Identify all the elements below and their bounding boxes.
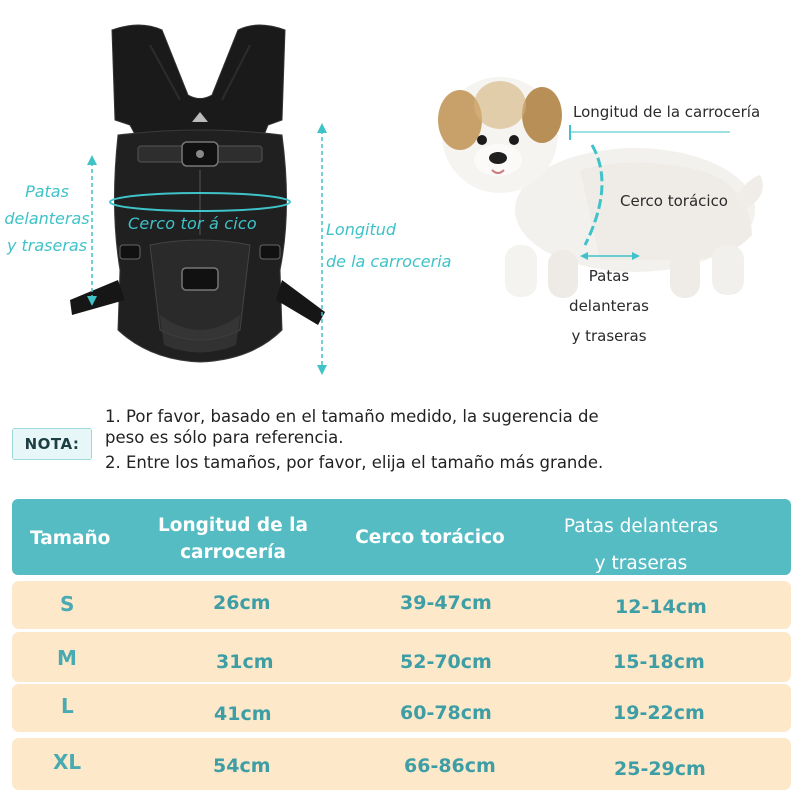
backpack-legs-label (2, 178, 92, 259)
chest-cell: 39-47cm (400, 592, 492, 614)
chest-cell: 66-86cm (404, 755, 496, 777)
length-cell: 41cm (214, 703, 272, 725)
dog-legs-label-line2: delanteras (569, 297, 649, 315)
length-cell: 31cm (216, 651, 274, 673)
chest-cell: 52-70cm (400, 651, 492, 673)
size-cell: L (61, 694, 74, 718)
dog-chest-label: Cerco torácico (620, 192, 728, 210)
header-legs-line1: Patas delanteras (563, 516, 719, 537)
length-cell: 54cm (213, 755, 271, 777)
length-cell: 26cm (213, 592, 271, 614)
size-cell: XL (53, 750, 82, 774)
backpack-length-label-line1: Longitud (326, 220, 397, 239)
dog-legs-label (556, 261, 662, 351)
header-length (150, 512, 316, 566)
header-legs (548, 508, 734, 582)
size-cell: S (60, 592, 75, 616)
header-size: Tamaño (30, 528, 111, 549)
backpack-legs-label-line1: Patas (25, 182, 69, 201)
legs-cell: 15-18cm (613, 651, 705, 673)
header-chest: Cerco torácico (355, 527, 505, 548)
legs-cell: 25-29cm (614, 758, 706, 780)
backpack-legs-label-line2: delanteras (4, 209, 90, 228)
header-legs-line2: y traseras (594, 553, 688, 574)
dog-length-label: Longitud de la carrocería (573, 103, 761, 121)
note-line-2: 2. Entre los tamaños, por favor, elija el tamaño más grande. (105, 453, 604, 472)
header-length-line1: Longitud de la (157, 515, 308, 536)
backpack-legs-label-line3: y traseras (6, 236, 88, 255)
chest-cell: 60-78cm (400, 702, 492, 724)
dog-legs-label-line1: Patas (588, 267, 630, 285)
note-line-1-continued: peso es sólo para referencia. (105, 428, 344, 447)
legs-cell: 19-22cm (613, 702, 705, 724)
dog-legs-label-line3: y traseras (571, 327, 647, 345)
backpack-length-label-line2: de la carroceria (326, 252, 452, 271)
size-cell: M (57, 646, 77, 670)
note-badge: NOTA: (12, 428, 92, 460)
legs-cell: 12-14cm (615, 596, 707, 618)
note-line-1: 1. Por favor, basado en el tamaño medido, la sugerencia de (105, 407, 599, 426)
backpack-chest-label: Cerco tor á cico (128, 214, 257, 233)
header-length-line2: carrocería (180, 542, 286, 563)
